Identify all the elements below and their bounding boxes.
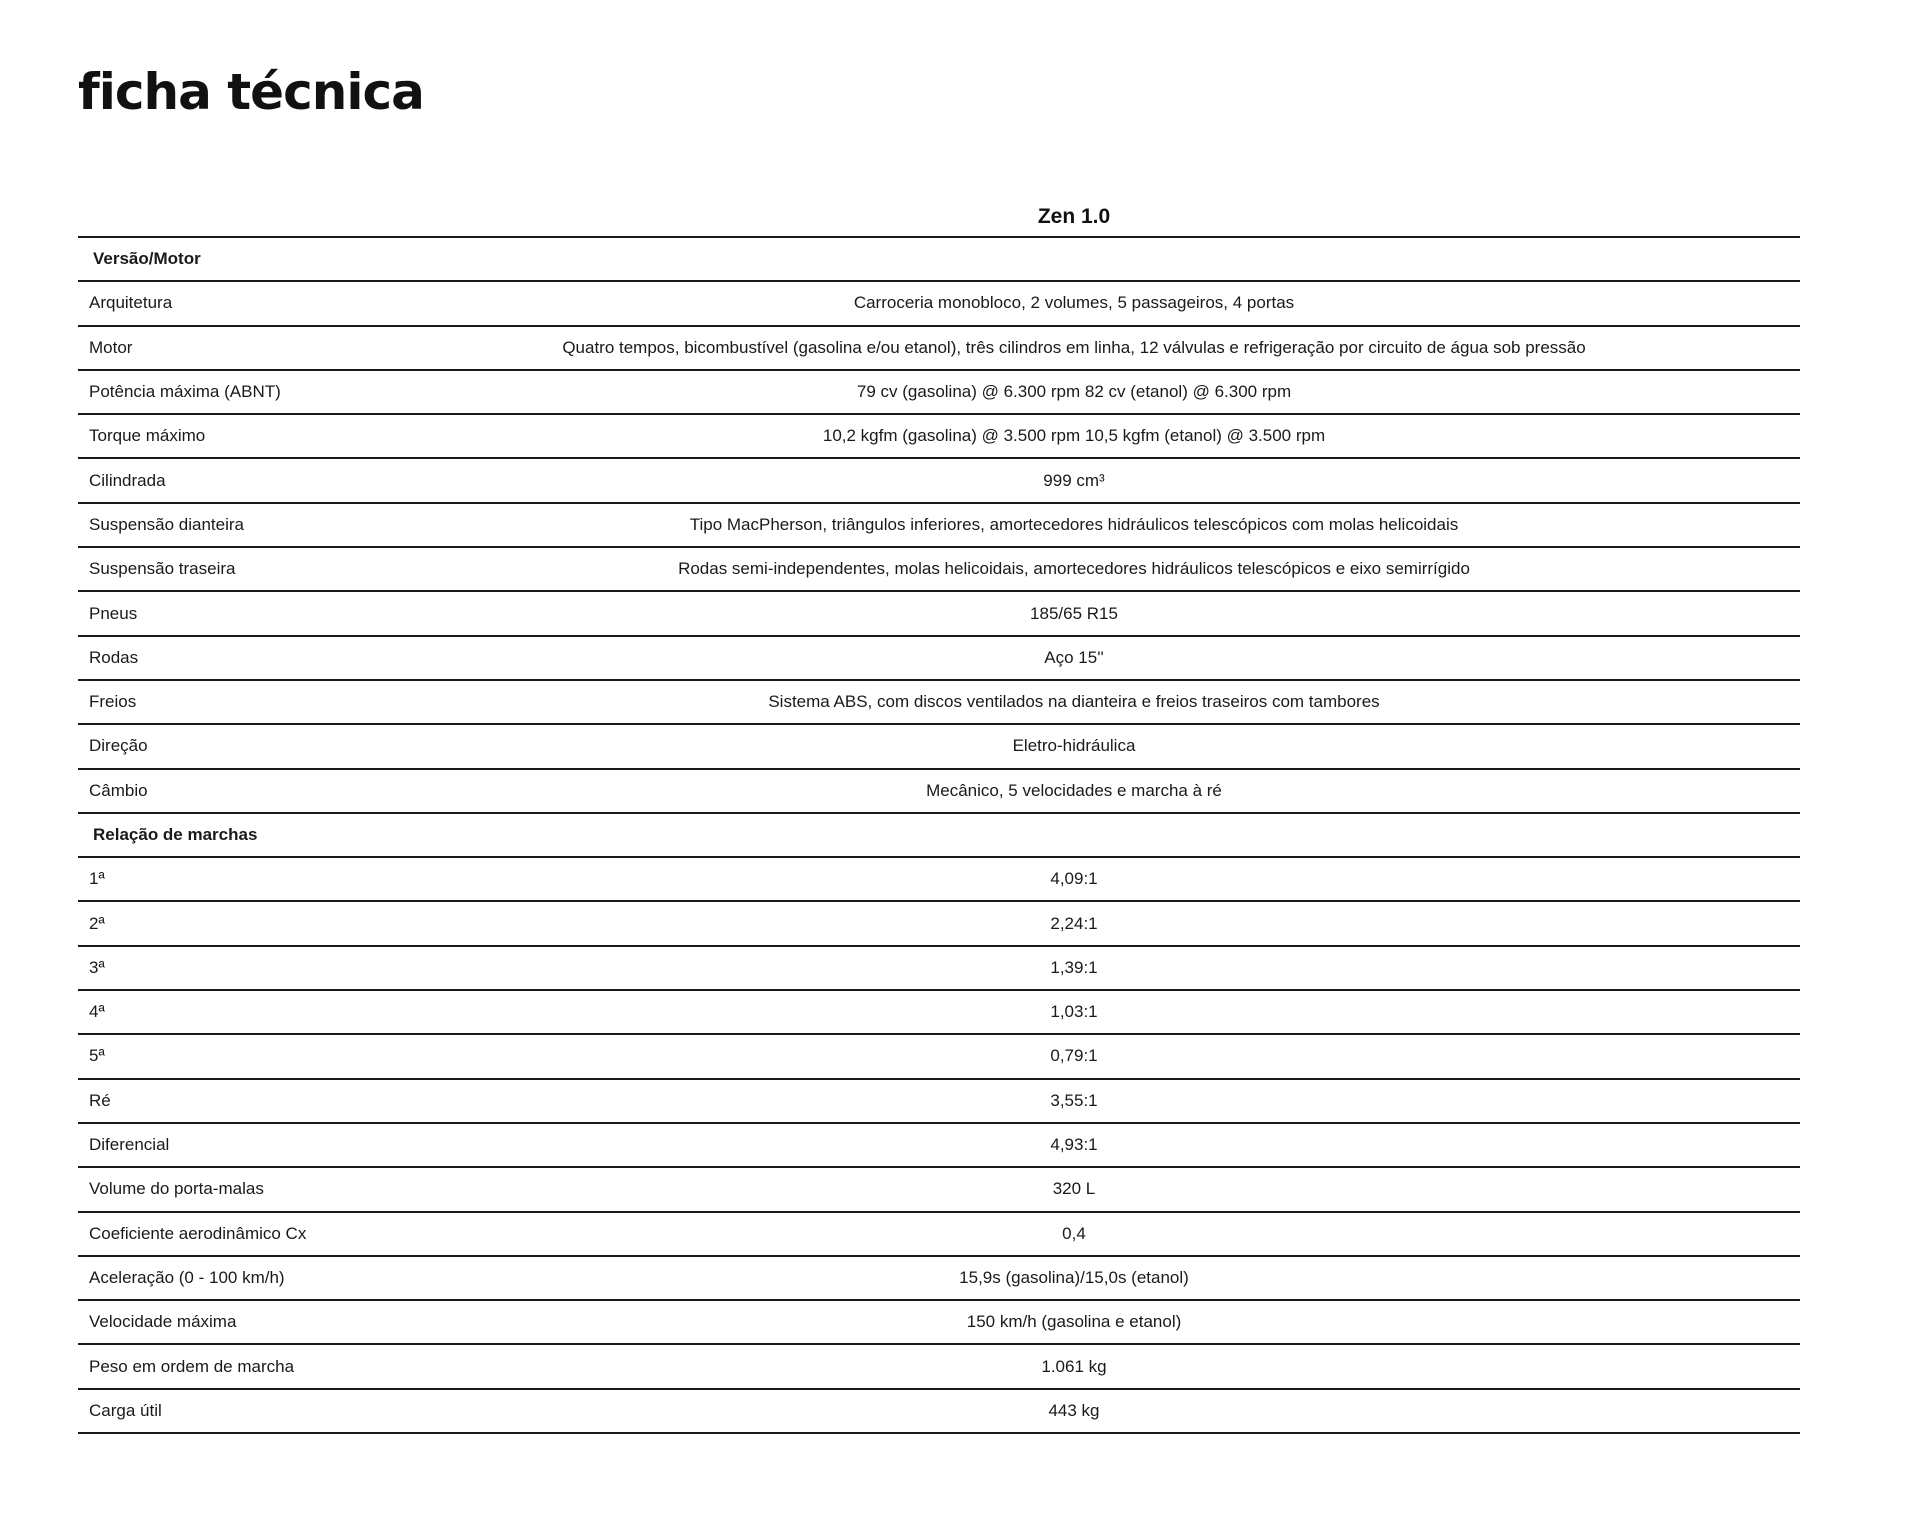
spec-label: 2ª: [89, 913, 105, 933]
spec-value: Eletro-hidráulica: [1012, 736, 1136, 756]
spec-table: [78, 198, 1800, 1434]
spec-value: 1.061 kg: [1041, 1356, 1107, 1376]
spec-value: 0,4: [1062, 1223, 1086, 1243]
spec-value: Rodas semi-independentes, molas helicoidais, amortecedores hidráulicos telescópicos e eixo semirrígido: [678, 559, 1470, 579]
spec-label: Velocidade máxima: [89, 1312, 237, 1332]
spec-value: 2,24:1: [1050, 913, 1098, 933]
spec-value: 4,09:1: [1050, 869, 1098, 889]
spec-value: 0,79:1: [1050, 1046, 1098, 1066]
spec-value: 320 L: [1052, 1179, 1096, 1199]
spec-row-marcha-2: [78, 902, 1800, 946]
spec-row-marcha-4: [78, 991, 1800, 1035]
spec-label: 5ª: [89, 1046, 105, 1066]
spec-label: Peso em ordem de marcha: [89, 1356, 295, 1376]
spec-row-pneus: [78, 592, 1800, 636]
spec-label: Potência máxima (ABNT): [89, 382, 281, 402]
section-heading-versao-motor: Versão/Motor: [78, 238, 1800, 282]
spec-row-motor: [78, 327, 1800, 371]
spec-label: Torque máximo: [89, 426, 206, 446]
model-column-header: Zen 1.0: [78, 198, 1800, 238]
spec-row-arquitetura: [78, 282, 1800, 326]
spec-value: 79 cv (gasolina) @ 6.300 rpm 82 cv (etanol) @ 6.300 rpm: [856, 382, 1292, 402]
spec-row-re: [78, 1080, 1800, 1124]
spec-row-diferencial: [78, 1124, 1800, 1168]
spec-row-porta-malas: [78, 1168, 1800, 1212]
spec-row-freios: [78, 681, 1800, 725]
spec-label: Arquitetura: [89, 293, 173, 313]
spec-label: Suspensão dianteira: [89, 514, 245, 534]
spec-label: Ré: [89, 1090, 111, 1110]
spec-row-marcha-5: [78, 1035, 1800, 1079]
section-heading-relacao-marchas: Relação de marchas: [78, 814, 1800, 858]
spec-value: Sistema ABS, com discos ventilados na dianteira e freios traseiros com tambores: [768, 692, 1380, 712]
spec-value: 3,55:1: [1050, 1090, 1098, 1110]
spec-label: Motor: [89, 337, 133, 357]
spec-row-direcao: [78, 725, 1800, 769]
spec-label: 3ª: [89, 957, 105, 977]
spec-label: Freios: [89, 692, 137, 712]
spec-value: 999 cm³: [1043, 470, 1105, 490]
spec-value: Carroceria monobloco, 2 volumes, 5 passageiros, 4 portas: [853, 293, 1295, 313]
spec-row-rodas: [78, 637, 1800, 681]
spec-label: Direção: [89, 736, 148, 756]
spec-row-velocidade-maxima: [78, 1301, 1800, 1345]
spec-row-aceleracao: [78, 1257, 1800, 1301]
spec-label: Aceleração (0 - 100 km/h): [89, 1267, 285, 1287]
spec-row-marcha-1: [78, 858, 1800, 902]
spec-row-marcha-3: [78, 947, 1800, 991]
spec-value: Tipo MacPherson, triângulos inferiores, amortecedores hidráulicos telescópicos com molas helicoidais: [689, 514, 1459, 534]
spec-label: Câmbio: [89, 780, 148, 800]
spec-value: 1,39:1: [1050, 957, 1098, 977]
spec-row-coeficiente-cx: [78, 1213, 1800, 1257]
spec-label: Coeficiente aerodinâmico Cx: [89, 1223, 307, 1243]
spec-row-cambio: [78, 770, 1800, 814]
spec-label: 1ª: [89, 869, 105, 889]
spec-label: 4ª: [89, 1002, 105, 1022]
spec-value: 185/65 R15: [1030, 603, 1118, 623]
spec-value: Aço 15'': [1044, 647, 1104, 667]
spec-row-suspensao-traseira: [78, 548, 1800, 592]
spec-row-carga-util: [78, 1390, 1800, 1434]
spec-label: Pneus: [89, 603, 138, 623]
spec-value: 10,2 kgfm (gasolina) @ 3.500 rpm 10,5 kgfm (etanol) @ 3.500 rpm: [822, 426, 1326, 446]
spec-label: Diferencial: [89, 1135, 170, 1155]
spec-row-cilindrada: [78, 459, 1800, 503]
spec-value: 4,93:1: [1050, 1135, 1098, 1155]
spec-value: Mecânico, 5 velocidades e marcha à ré: [926, 780, 1222, 800]
spec-label: Suspensão traseira: [89, 559, 236, 579]
spec-label: Volume do porta-malas: [89, 1179, 264, 1199]
page-title: ficha técnica: [78, 63, 424, 121]
spec-row-torque: [78, 415, 1800, 459]
spec-row-potencia: [78, 371, 1800, 415]
spec-value: 15,9s (gasolina)/15,0s (etanol): [959, 1267, 1189, 1287]
spec-row-suspensao-dianteira: [78, 504, 1800, 548]
spec-value: 150 km/h (gasolina e etanol): [966, 1312, 1182, 1332]
spec-row-peso: [78, 1345, 1800, 1389]
spec-label: Rodas: [89, 647, 139, 667]
spec-label: Cilindrada: [89, 470, 166, 490]
spec-value: 1,03:1: [1050, 1002, 1098, 1022]
spec-value: Quatro tempos, bicombustível (gasolina e/ou etanol), três cilindros em linha, 12 válvulas e refrigeração por circuito de água sob pressão: [562, 337, 1586, 357]
spec-label: Carga útil: [89, 1400, 162, 1420]
spec-value: 443 kg: [1048, 1400, 1100, 1420]
